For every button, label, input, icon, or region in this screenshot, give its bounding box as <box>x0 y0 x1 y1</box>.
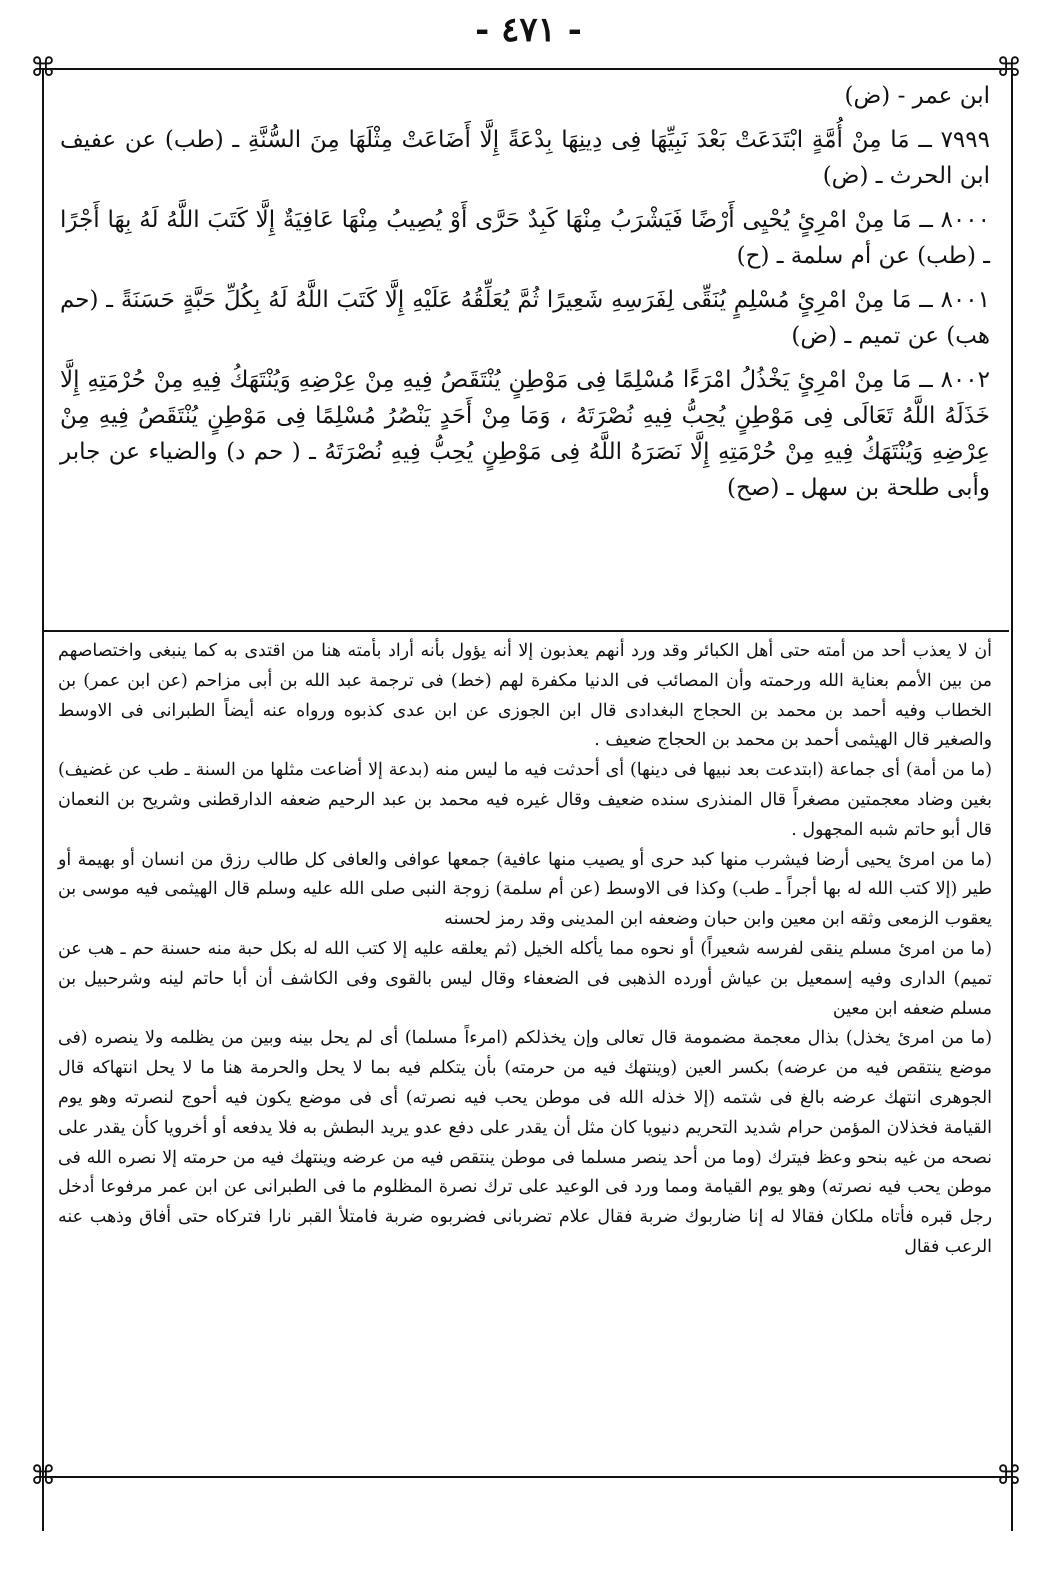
corner-ornament-icon: ⌘ <box>30 53 56 83</box>
corner-ornament-icon: ⌘ <box>996 53 1022 83</box>
commentary-paragraph: (ما من أمة) أى جماعة (ابتدعت بعد نبيها فى دينها) أى أحدثت فيه ما ليس منه (بدعة إلا أضاعت مثلها من السنة ـ طب عن غضيف) بغين وضاد معجمتين مصغراً قال المنذرى سنده ضعيف وقال غيره فيه محمد بن عبد الرحيم ضعفه الدارقطنى وشريح بن النعمان قال أبو حاتم شبه المجهول . <box>58 760 992 840</box>
frame-top-rule <box>42 68 1009 70</box>
commentary-paragraph: (ما من امرئ يحيى أرضا فيشرب منها كبد حرى أو يصيب منها عافية) جمعها عوافى والعافى كل طالب رزق من انسان أو بهيمة أو طير (إلا كتب الله له بها أجراً ـ طب) وكذا فى الاوسط (عن أم سلمة) زوجة النبى صلى الله عليه وسلم قال الهيثمى فيه موسى بن يعقوب الزمعى وثقه ابن معين وابن حبان وضعفه ابن المدينى وقد رمز لحسنه <box>58 849 992 930</box>
frame-bottom-rule <box>42 1476 1009 1478</box>
hadith-paragraph: ٨٠٠٠ ــ مَا مِنْ امْرِئٍ يُحْيِى أَرْضًا فَيَشْرَبُ مِنْهَا كَبِدٌ حَرَّى أَوْ يُصِيبُ مِنْهَا عَافِيَةٌ إِلَّا كَتَبَ اللَّهُ لَهُ بِهَا أَجْرًا ـ (طب) عن أم سلمة ـ (ح) <box>60 207 990 269</box>
commentary-block <box>58 637 992 1263</box>
corner-ornament-icon: ⌘ <box>30 1461 56 1491</box>
commentary-paragraph: (ما من امرئ مسلم ينقى لفرسه شعيراً) أو نحوه مما يأكله الخيل (ثم يعلقه عليه إلا كتب الله له بكل حبة منه حسنة حم ـ هب عن تميم) الدارى وفيه إسمعيل بن عياش أورده الذهبى فى الضعفاء وقال ليس بالقوى وفى الكاشف أن أبا حاتم لينه وشرحبيل بن مسلم ضعفه ابن معين <box>58 938 992 1019</box>
commentary-paragraph: (ما من امرئ يخذل) بذال معجمة مضمومة قال تعالى وإن يخذلكم (امرءاً مسلما) أى لم يحل بينه وبين من يظلمه ولا ينصره (فى موضع ينتقص فيه من عرضه) بكسر العين (وينتهك فيه من حرمته) بأن يتكلم فيه بما لا يحل والحرمة هنا ما لا يحل انتهاكه قال الجوهرى انتهك عرضه بالغ فى شتمه (إلا خذله الله فى موطن يحب فيه نصرته) أى فى موضع يكون فيه أحوج لنصرته وهو يوم القيامة فخذلان المؤمن حرام شديد التحريم دنيويا كان مثل أن يقدر على دفع عدو يريد البطش به فلا يدفعه أو أخرويا كأن يقدر على نصحه من غيه بنحو وعظ فيترك (وما من أحد ينصر مسلما فى موطن ينتقص فيه من عرضه وينتهك فيه من حرمته إلا نصره الله فى موطن يحب فيه نصرته) وهو يوم القيامة ومما ورد فى الوعيد على ترك نصرة المظلوم ما فى الطبرانى عن ابن عمر مرفوعا أدخل رجل قبره فأتاه ملكان فقالا له إنا ضاربوك ضربة فقال علام تضربانى فضربوه ضربة فامتلأ القبر نارا فتركاه حتى أفاق وذهب عنه الرعب فقال <box>58 1028 992 1257</box>
hadith-paragraph: ابن عمر - (ض) <box>844 83 990 109</box>
hadith-paragraph: ٨٠٠٢ ــ مَا مِنْ امْرِئٍ يَخْذُلُ امْرَءًا مُسْلِمًا فِى مَوْطِنٍ يُنْتَقَصُ فِيهِ مِنْ عِرْضِهِ وَيُنْتَهَكُ فِيهِ مِنْ حُرْمَتِهِ إِلَّا خَذَلَهُ اللَّهُ تَعَالَى فِى مَوْطِنٍ يُحِبُّ فِيهِ نُصْرَتَهُ ، وَمَا مِنْ أَحَدٍ يَنْصُرُ مُسْلِمًا فِى مَوْطِنٍ يُنْتَقَصُ فِيهِ مِنْ عِرْضِهِ وَيُنْتَهَكُ فِيهِ مِنْ حُرْمَتِهِ إِلَّا نَصَرَهُ اللَّهُ فِى مَوْطِنٍ يُحِبُّ فِيهِ نُصْرَتَهُ ـ ( حم د) والضياء عن جابر وأبى طلحة بن سهل ـ (صح) <box>60 367 990 501</box>
hadith-paragraph: ٨٠٠١ ــ مَا مِنْ امْرِئٍ مُسْلِمٍ يُنَقِّى لِفَرَسِهِ شَعِيرًا ثُمَّ يُعَلِّقُهُ عَلَيْهِ إِلَّا كَتَبَ اللَّهُ لَهُ بِكُلِّ حَبَّةٍ حَسَنَةً ـ (حم هب) عن تميم ـ (ض) <box>60 287 990 349</box>
commentary-paragraph: أن لا يعذب أحد من أمته حتى أهل الكبائر وقد ورد أنهم يعذبون إلا أنه يؤول بأنه أراد بأمته هنا من اقتدى به كما ينبغى واختصاصهم من بين الأمم بعناية الله ورحمته وأن المصائب فى الدنيا مكفرة لهم (خط) فى ترجمة عبد الله بن أبى مزاحم (عن ابن عمر) بن الخطاب وفيه أحمد بن محمد بن الحجاج البغدادى قال ابن الجوزى عن ابن عدى كذبوه ورواه عنه أيضاً الطبرانى فى الاوسط والصغير قال الهيثمى أحمد بن محمد بن الحجاج ضعيف . <box>58 641 992 751</box>
section-divider <box>42 630 1009 632</box>
hadith-paragraph: ٧٩٩٩ ــ مَا مِنْ أُمَّةٍ ابْتَدَعَتْ بَعْدَ نَبِيِّهَا فِى دِينِهَا بِدْعَةً إِلَّا أَضَاعَتْ مِثْلَهَا مِنَ السُّنَّةِ ـ (طب) عن عفيف ابن الحرث ـ (ض) <box>60 127 990 189</box>
hadith-text-block <box>60 78 990 514</box>
corner-ornament-icon: ⌘ <box>996 1461 1022 1491</box>
page-number: - ٤٧١ - <box>475 10 582 50</box>
